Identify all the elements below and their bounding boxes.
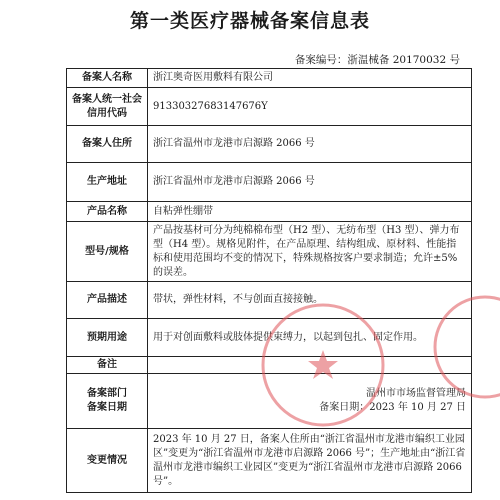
product-name: 自粘弹性绷带 [148,202,472,222]
row-label: 产品描述 [67,282,148,319]
table-row [67,374,472,429]
row-label: 备案人统一社会信用代码 [67,88,148,126]
row-label: 变更情况 [67,429,148,493]
row-label: 备案人名称 [67,69,148,88]
row-label: 型号/规格 [67,222,148,282]
row-label: 备注 [67,357,148,374]
table-row [67,202,472,222]
change-history: 2023 年 10 月 27 日，备案人住所由“浙江省温州市龙港市编织工业园区”变更为“浙江省温州市龙港市启源路 2066 号”；生产地址由“浙江省温州市龙港市编织工业园区”变更为“浙江省温州市龙港市启源路 2066 号”。 [148,429,472,493]
row-label: 产品名称 [67,202,148,222]
table-row [67,282,472,319]
approval-date: 备案日期：2023 年 10 月 27 日 [319,402,466,413]
registrant-address: 浙江省温州市龙港市启源路 2066 号 [148,126,472,163]
row-label: 备案人住所 [67,126,148,163]
row-label: 预期用途 [67,319,148,357]
credit-code: 91330327683147676Y [148,88,472,126]
approval-cell [148,374,472,429]
record-info-table [66,68,472,493]
table-row [67,222,472,282]
table-row [67,69,472,88]
table-row [67,319,472,357]
table-row [67,357,472,374]
table-row [67,163,472,202]
table-row [67,88,472,126]
intended-use: 用于对创面敷料或肢体提供束缚力，以起到包扎、固定作用。 [148,319,472,357]
document-title: 第一类医疗器械备案信息表 [129,10,370,32]
record-number: 备案编号：浙温械备 20170032 号 [294,54,460,66]
approval-department: 温州市市场监督管理局 [366,388,466,399]
table-row [67,429,472,493]
model-spec: 产品按基材可分为纯棉棉布型（H2 型）、无纺布型（H3 型）、弹力布型（H4 型）。规格见附件，在产品原理、结构组成、原材料、性能指标和使用范围均不变的情况下，特殊规格按客户要求制造；允许±5%的误差。 [148,222,472,282]
row-label: 生产地址 [67,163,148,202]
remarks [148,357,472,374]
registrant-name: 浙江奥奇医用敷料有限公司 [148,69,472,88]
row-label: 备案部门 备案日期 [67,374,148,429]
table-row [67,126,472,163]
production-address: 浙江省温州市龙港市启源路 2066 号 [148,163,472,202]
product-description: 带状，弹性材料，不与创面直接接触。 [148,282,472,319]
